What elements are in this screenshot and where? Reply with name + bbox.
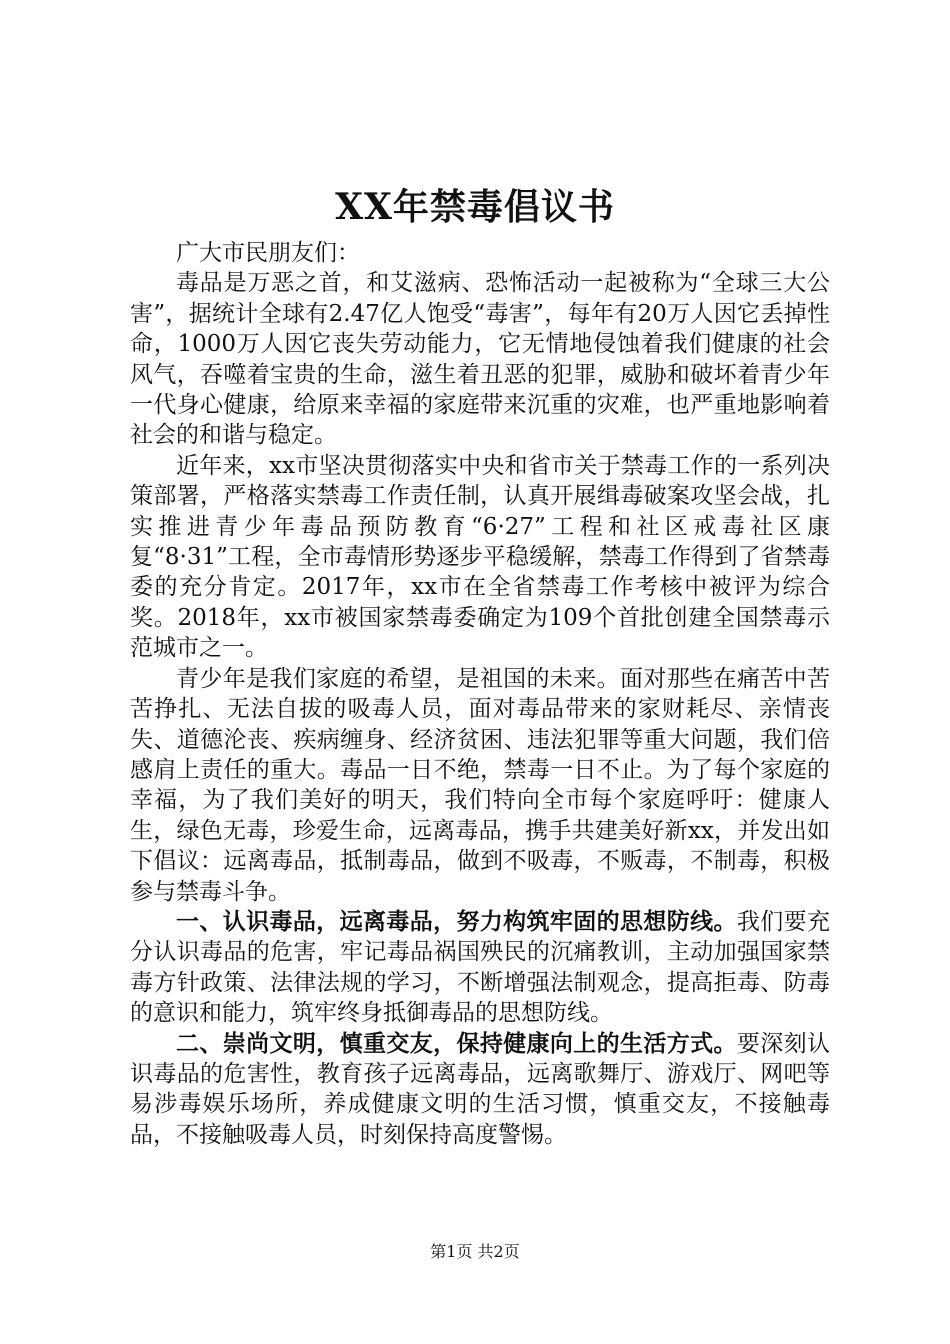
initiative-item-1-text: 我们要充分认识毒品的危害，牢记毒品祸国殃民的沉痛教训，主动加强国家禁毒方针政策、法律法规的学习，不断增强法制观念，提高拒毒、防毒的意识和能力，筑牢终身抵御毒品的思想防线。 (130, 908, 831, 1027)
paragraph-1: 毒品是万恶之首，和艾滋病、恐怖活动一起被称为“全球三大公害”，据统计全球有2.47亿人饱受“毒害”，每年有20万人因它丢掉性命，1000万人因它丧失劳动能力，它无情地侵蚀着我们健康的社会风气，吞噬着宝贵的生命，滋生着丑恶的犯罪，威胁和破坏着青少年一代身心健康，给原来幸福的家庭带来沉重的灾难，也严重地影响着社会的和谐与稳定。 (130, 270, 830, 449)
initiative-item-1-lead: 一、认识毒品，远离毒品，努力构筑牢固的思想防线。 (176, 907, 737, 935)
initiative-item-2-lead: 二、崇尚文明，慎重交友，保持健康向上的生活方式。 (176, 1029, 737, 1057)
paragraph-2: 近年来，xx市坚决贯彻落实中央和省市关于禁毒工作的一系列决策部署，严格落实禁毒工作责任制，认真开展缉毒破案攻坚会战，扎实推进青少年毒品预防教育“6·27”工程和社区戒毒社区康复“8·31”工程，全市毒情形势逐步平稳缓解，禁毒工作得到了省禁毒委的充分肯定。2017年，xx市在全省禁毒工作考核中被评为综合奖。2018年，xx市被国家禁毒委确定为109个首批创建全国禁毒示范城市之一。 (130, 452, 830, 662)
initiative-item-2 (130, 1029, 830, 1151)
initiative-item-1 (130, 907, 830, 1029)
page-footer: 第1页 共2页 (430, 1242, 520, 1261)
salutation: 广大市民朋友们： (176, 240, 360, 266)
paragraph-3: 青少年是我们家庭的希望，是祖国的未来。面对那些在痛苦中苦苦挣扎、无法自拔的吸毒人员，面对毒品带来的家财耗尽、亲情丧失、道德沦丧、疾病缠身、经济贫困、违法犯罪等重大问题，我们倍感肩上责任的重大。毒品一日不绝，禁毒一日不止。为了每个家庭的幸福，为了我们美好的明天，我们特向全市每个家庭呼吁：健康人生，绿色无毒，珍爱生命，远离毒品，携手共建美好新xx，并发出如下倡议：远离毒品，抵制毒品，做到不吸毒，不贩毒，不制毒，积极参与禁毒斗争。 (130, 665, 830, 905)
document-body (130, 238, 830, 1150)
initiative-item-2-text: 要深刻认识毒品的危害性，教育孩子远离毒品，远离歌舞厅、游戏厅、网吧等易涉毒娱乐场所，养成健康文明的生活习惯，慎重交友，不接触毒品，不接触吸毒人员，时刻保持高度警惕。 (130, 1030, 831, 1148)
document-title: XX年禁毒倡议书 (335, 186, 615, 228)
